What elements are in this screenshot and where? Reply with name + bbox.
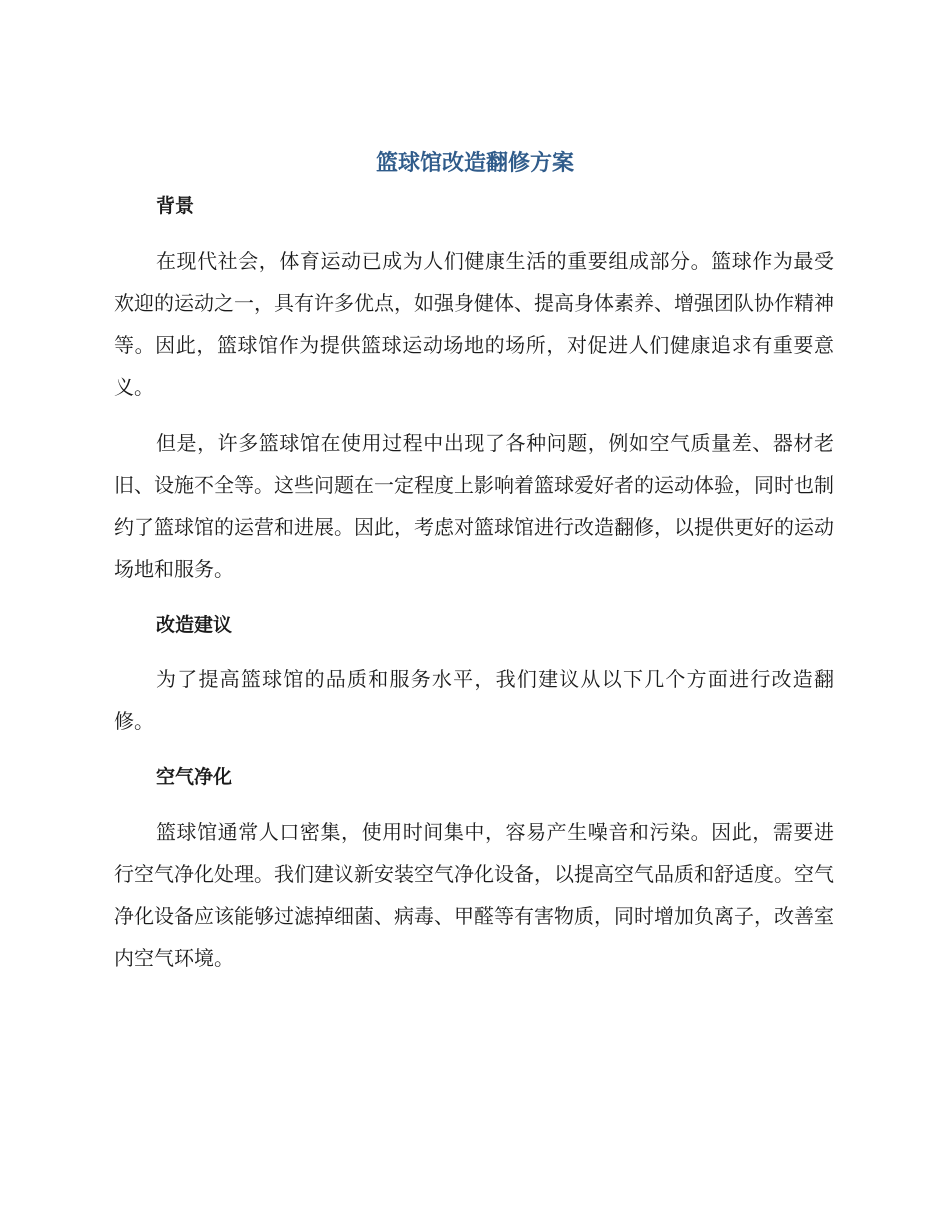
document-title: 篮球馆改造翻修方案 [375, 151, 574, 176]
paragraph-background-1: 在现代社会，体育运动已成为人们健康生活的重要组成部分。篮球作为最受欢迎的运动之一，具有许多优点，如强身健体、提高身体素养、增强团队协作精神等。因此，篮球馆作为提供篮球运动场地的场所，对促进人们健康追求有重要意义。 [114, 249, 834, 399]
paragraph-background-2: 但是，许多篮球馆在使用过程中出现了各种问题，例如空气质量差、器材老旧、设施不全等。这些问题在一定程度上影响着篮球爱好者的运动体验，同时也制约了篮球馆的运营和进展。因此，考虑对篮球馆进行改造翻修，以提供更好的运动场地和服务。 [114, 431, 834, 581]
section-heading-background: 背景 [156, 195, 195, 217]
section-heading-suggestions: 改造建议 [156, 614, 233, 636]
paragraph-suggestions-1: 为了提高篮球馆的品质和服务水平，我们建议从以下几个方面进行改造翻修。 [114, 667, 834, 733]
paragraph-air-purification-1: 篮球馆通常人口密集，使用时间集中，容易产生噪音和污染。因此，需要进行空气净化处理。我们建议新安装空气净化设备，以提高空气品质和舒适度。空气净化设备应该能够过滤掉细菌、病毒、甲醛等有害物质，同时增加负离子，改善室内空气环境。 [114, 820, 834, 970]
section-heading-air-purification: 空气净化 [156, 766, 233, 788]
